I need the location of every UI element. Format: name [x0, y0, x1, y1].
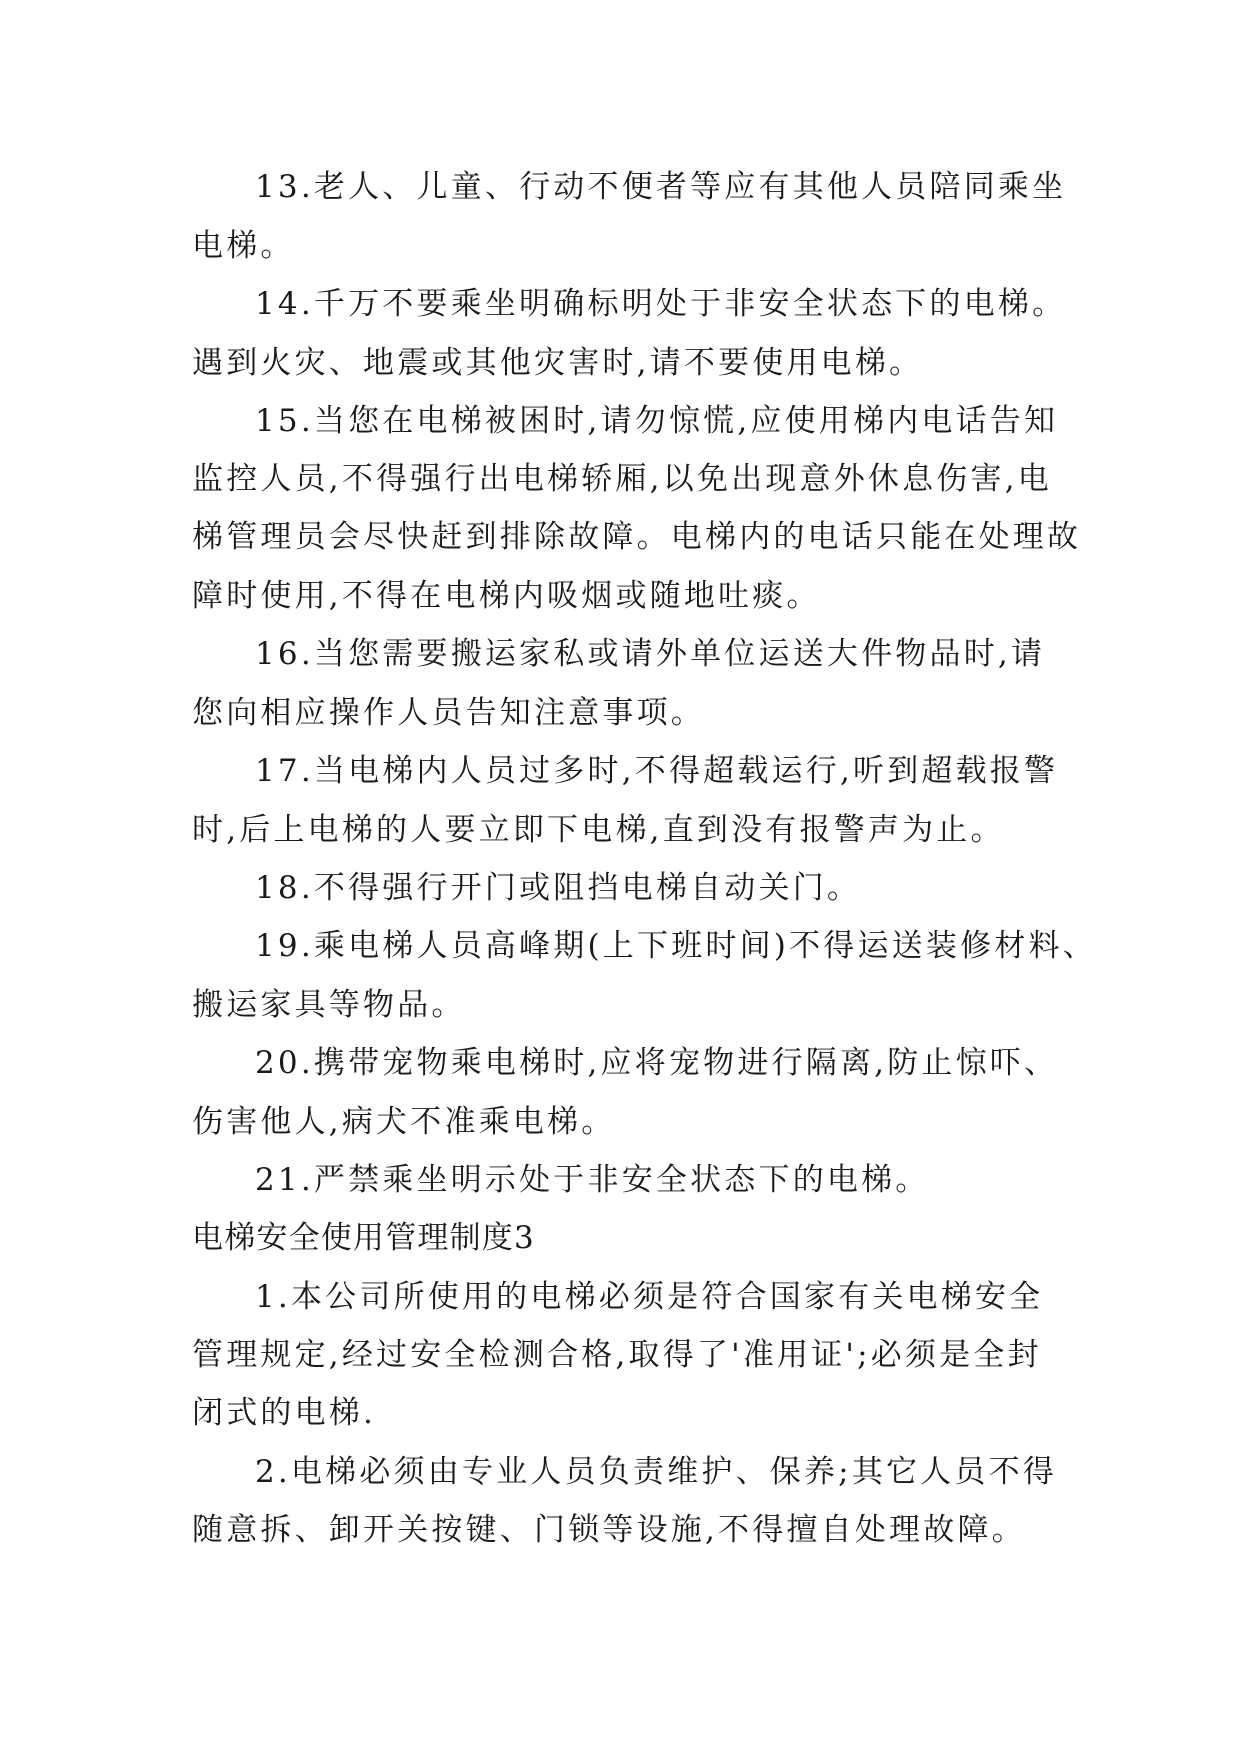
item-18-line-1: 18.不得强行开门或阻挡电梯自动关门。 — [255, 870, 862, 906]
item-20-line-1: 20.携带宠物乘电梯时,应将宠物进行隔离,防止惊吓、 — [255, 1045, 1059, 1081]
item-15-line-2: 监控人员,不得强行出电梯轿厢,以免出现意外休息伤害,电 — [192, 461, 1052, 497]
item-16-line-1: 16.当您需要搬运家私或请外单位运送大件物品时,请 — [255, 636, 1046, 672]
item-14-line-2: 遇到火灾、地震或其他灾害时,请不要使用电梯。 — [192, 345, 924, 381]
rule-2-line-2: 随意拆、卸开关按键、门锁等设施,不得擅自处理故障。 — [192, 1512, 1026, 1548]
item-21-line-1: 21.严禁乘坐明示处于非安全状态下的电梯。 — [255, 1162, 930, 1198]
item-17-line-1: 17.当电梯内人员过多时,不得超载运行,听到超载报警 — [255, 753, 1059, 789]
item-14-line-1: 14.千万不要乘坐明确标明处于非安全状态下的电梯。 — [255, 286, 1067, 322]
rule-1-line-1: 1.本公司所使用的电梯必须是符合国家有关电梯安全 — [255, 1279, 1044, 1315]
item-19-line-1: 19.乘电梯人员高峰期(上下班时间)不得运送装修材料、 — [255, 928, 1097, 964]
item-19-line-2: 搬运家具等物品。 — [192, 987, 466, 1023]
rule-1-line-2: 管理规定,经过安全检测合格,取得了'准用证';必须是全封 — [192, 1337, 1042, 1373]
item-13-line-2: 电梯。 — [192, 228, 295, 264]
section-heading: 电梯安全使用管理制度3 — [192, 1220, 535, 1256]
item-17-line-2: 时,后上电梯的人要立即下电梯,直到没有报警声为止。 — [192, 812, 1005, 848]
rule-1-line-3: 闭式的电梯. — [192, 1395, 377, 1431]
item-20-line-2: 伤害他人,病犬不准乘电梯。 — [192, 1104, 616, 1140]
item-15-line-1: 15.当您在电梯被困时,请勿惊慌,应使用梯内电话告知 — [255, 403, 1059, 439]
item-13-line-1: 13.老人、儿童、行动不便者等应有其他人员陪同乘坐 — [255, 169, 1067, 205]
rule-2-line-1: 2.电梯必须由专业人员负责维护、保养;其它人员不得 — [255, 1454, 1058, 1490]
item-15-line-3: 梯管理员会尽快赶到排除故障。电梯内的电话只能在处理故 — [192, 519, 1082, 555]
item-16-line-2: 您向相应操作人员告知注意事项。 — [192, 695, 705, 731]
item-15-line-4: 障时使用,不得在电梯内吸烟或随地吐痰。 — [192, 578, 821, 614]
